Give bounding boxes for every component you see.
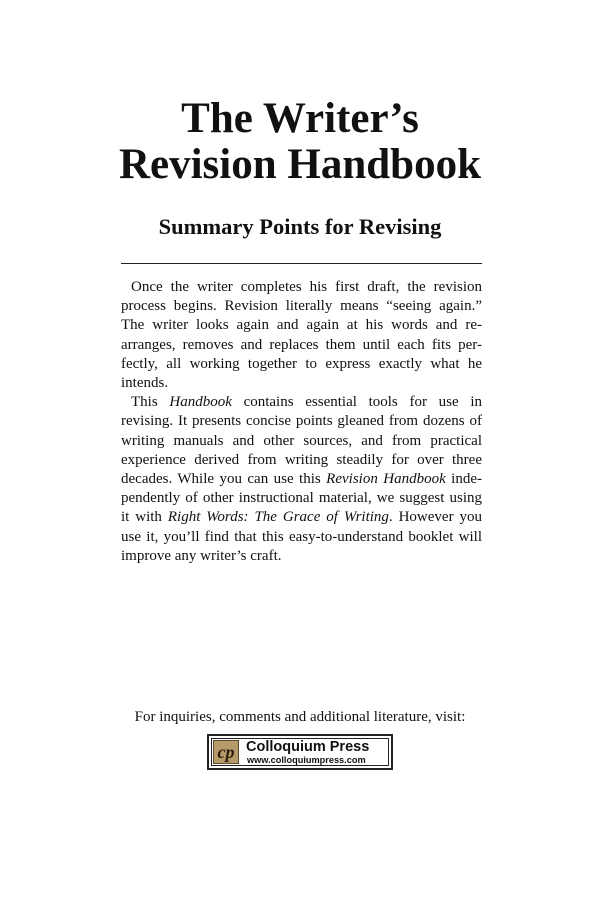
p2-text-d: . However you use it, you’ll find that this easy-to-understand booklet will improve any writer’s craft. [121, 509, 483, 564]
divider-rule [121, 263, 482, 264]
title-line-2: Revision Handbook [118, 141, 482, 188]
right-words-ref: Right Words: The Grace of Writing [167, 509, 389, 526]
p2-text-c: inde-pendently of other instructional material, we suggest using it with [121, 471, 482, 526]
handbook-title-ref: Handbook [169, 394, 232, 411]
inquiry-text: For inquiries, comments and additional literature, visit: [134, 709, 466, 725]
intro-text [121, 278, 482, 566]
p2-text-b: contains essential tools for use in revising. It presents concise points gleaned from dozens of writing manuals and other sources, and from practical experience derived from writing steadily for over three decades. While you can use this [121, 394, 483, 488]
p2-text-a: This [131, 394, 170, 411]
colloquium-press-logo[interactable] [207, 734, 393, 770]
revision-handbook-ref: Revision Handbook [326, 471, 446, 488]
logo-url: www.colloquiumpress.com [247, 755, 366, 765]
page-title [0, 96, 600, 188]
logo-press-name: Colloquium Press [246, 739, 370, 755]
intro-paragraph-1: Once the writer completes his first draft, the revision process begins. Revision literally means “seeing again.” The writer looks again and again at his words and re-arranges, removes and replaces them until each fits per-fectly, all working together to express exactly what he intends. [121, 279, 482, 392]
subtitle: Summary Points for Revising [158, 214, 442, 239]
title-line-1: The Writer’s [181, 95, 419, 142]
cp-logo-icon: cp [213, 740, 239, 764]
intro-paragraph-2 [121, 393, 482, 566]
